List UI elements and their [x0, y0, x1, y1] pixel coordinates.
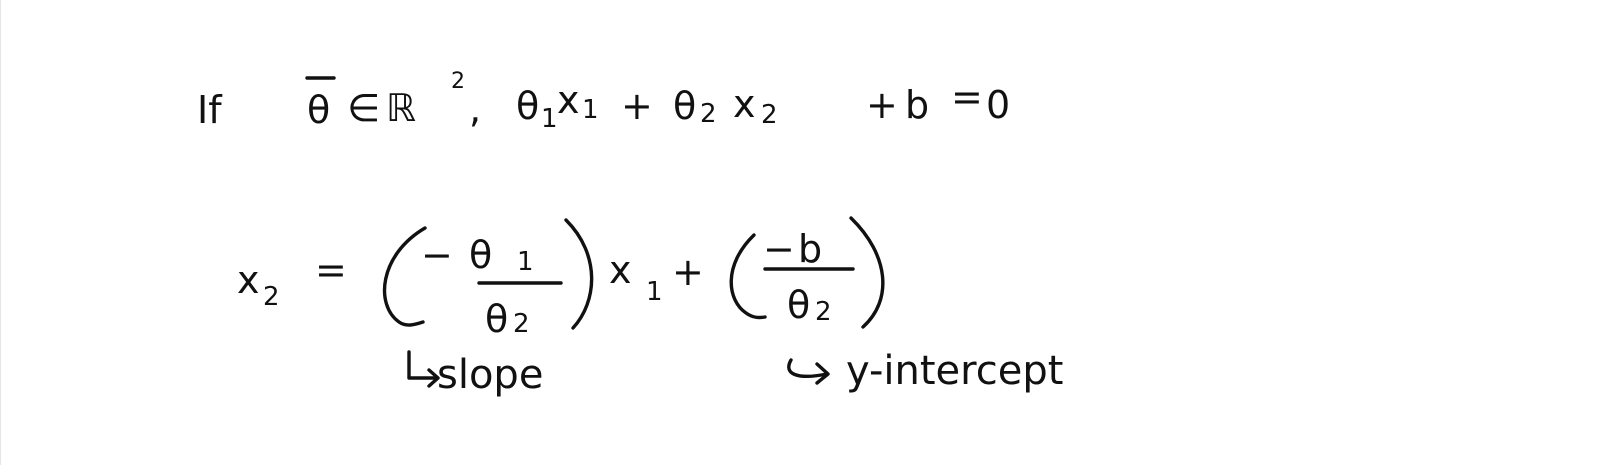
plus-2: +	[866, 83, 898, 127]
intercept-b: b	[798, 227, 823, 271]
hook-arrow-icon	[789, 360, 828, 383]
intercept-label: y-intercept	[846, 348, 1064, 394]
intercept-theta-2-subscript: 2	[815, 297, 832, 327]
theta-2-subscript: 2	[700, 99, 717, 129]
plus-1: +	[621, 84, 653, 128]
if-word: If	[197, 88, 222, 132]
x-1-subscript: 1	[582, 95, 599, 125]
slope-label: slope	[437, 352, 544, 398]
element-of-symbol: ∈	[347, 86, 381, 130]
reals-exponent: 2	[451, 69, 465, 94]
lhs-x2-subscript: 2	[263, 282, 280, 312]
slope-open-paren	[385, 228, 425, 325]
x-1-term: x	[609, 248, 632, 292]
slope-theta-1-subscript: 1	[517, 247, 534, 277]
theta-vector-symbol: θ	[307, 88, 331, 132]
slope-theta-2: θ	[485, 297, 509, 341]
intercept-theta-2: θ	[787, 283, 811, 327]
theta-1: θ	[516, 84, 540, 128]
lhs-x2: x	[237, 258, 260, 302]
intercept-close-paren	[851, 218, 883, 327]
x-2-subscript: 2	[761, 100, 778, 130]
intercept-minus: −	[763, 227, 795, 271]
slope-minus: −	[421, 233, 453, 277]
x-1: x	[557, 78, 580, 122]
equation-line-1	[197, 69, 1010, 134]
slope-theta-2-subscript: 2	[513, 309, 530, 339]
slope-theta-1: θ	[469, 233, 493, 277]
plus-3: +	[672, 250, 704, 294]
reals-symbol: ℝ	[386, 86, 417, 130]
comma: ,	[469, 87, 482, 131]
intercept-annotation	[789, 348, 1064, 394]
intercept-open-paren	[731, 235, 765, 318]
zero: 0	[986, 83, 1011, 127]
slope-annotation	[409, 352, 543, 398]
equals-2: =	[315, 248, 347, 292]
theta-1-subscript: 1	[541, 104, 558, 134]
b-term: b	[905, 83, 930, 127]
equals-1: =	[951, 75, 983, 119]
equation-line-2	[237, 218, 883, 341]
slope-close-paren	[566, 220, 592, 328]
handwritten-equations	[1, 0, 1620, 465]
x-1-term-subscript: 1	[646, 277, 663, 307]
theta-2: θ	[673, 84, 697, 128]
return-arrow-icon	[409, 352, 438, 386]
x-2: x	[733, 82, 756, 126]
